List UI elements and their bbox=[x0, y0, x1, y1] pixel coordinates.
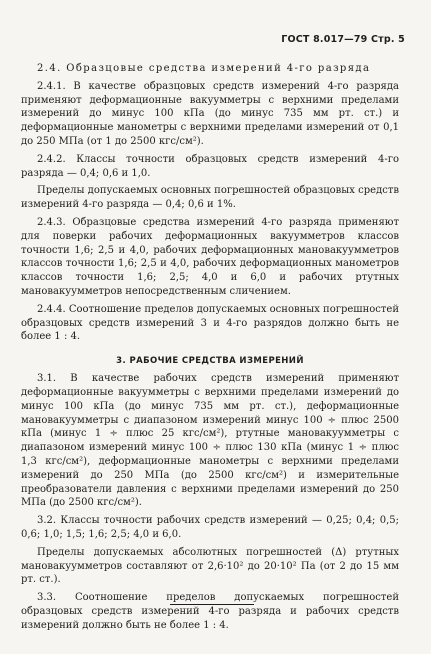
paragraph: 2.4.2. Классы точности образцовых средств измерений 4-го разряда — 0,4; 0,6 и 1,0. bbox=[21, 153, 399, 179]
end-separator-rule bbox=[170, 604, 254, 605]
paragraph: Пределы допускаемых абсолютных погрешностей (Δ) ртутных мановакуумметров составляют от 2,6·10² до 20·10² Па (от 2 до 15 мм рт. ст.). bbox=[21, 546, 399, 586]
section-heading: 3. РАБОЧИЕ СРЕДСТВА ИЗМЕРЕНИЙ bbox=[116, 356, 304, 367]
document-body bbox=[21, 62, 399, 636]
paragraph: 3.3. Соотношение пределов допускаемых погрешностей образцовых средств измерений 4-го разряда и рабочих средств измерений должно быть не более 1 : 4. bbox=[21, 592, 399, 631]
subsection-title: 2.4. Образцовые средства измерений 4-го разряда bbox=[37, 63, 371, 74]
paragraph: 3.2. Классы точности рабочих средств измерений — 0,25; 0,4; 0,5; 0,6; 1,0; 1,5; 1,6; 2,5; 4,0 и 6,0. bbox=[21, 515, 399, 540]
paragraph: 2.4.3. Образцовые средства измерений 4-го разряда применяют для поверки рабочих деформационных вакуумметров классов точности 1,6; 2,5 и 4,0, рабочих деформационных мановакуумметров классов точности 1,6; 2,5 и 4,0, рабочих деформационных манометров классов точности 1,6; 2,5; 4,0 и 6,0 и рабочих ртутных мановакуумметров непосредственным сличением. bbox=[21, 216, 399, 297]
page-header: ГОСТ 8.017—79 Стр. 5 bbox=[281, 34, 405, 45]
paragraph: 3.1. В качестве рабочих средств измерений применяют деформационные вакуумметры с верхними пределами измерений до минус 100 кПа (до минус 735 мм рт. ст.), деформационные мановакуумметры с диапазоном измерений минус 100 ÷ плюс 2500 кПа (минус 1 ÷ плюс 25 кгс/см²), ртутные мановакуумметры с диапазоном измерений минус 100 ÷ плюс 130 кПа (минус 1 ÷ плюс 1,3 кгс/см²), деформационные манометры с верхними пределами измерений до 250 МПа (до 2500 кгс/см²) и измерительные преобразователи давления с верхними пределами измерений до 250 МПа (до 2500 кгс/см²). bbox=[21, 373, 399, 509]
paragraph: Пределы допускаемых основных погрешностей образцовых средств измерений 4-го разряда — 0,4; 0,6 и 1%. bbox=[21, 185, 399, 211]
paragraph: 2.4.4. Соотношение пределов допускаемых основных погрешностей образцовых средств измерений 3 и 4-го разрядов должно быть не более 1 : 4. bbox=[21, 303, 399, 343]
paragraph: 2.4.1. В качестве образцовых средств измерений 4-го разряда применяют деформационные вакуумметры с верхними пределами измерений до минус 100 кПа (до минус 735 мм рт. ст.) и деформационные манометры с верхними пределами измерений от 0,1 до 250 МПа (от 1 до 2500 кгс/см²). bbox=[21, 80, 399, 147]
